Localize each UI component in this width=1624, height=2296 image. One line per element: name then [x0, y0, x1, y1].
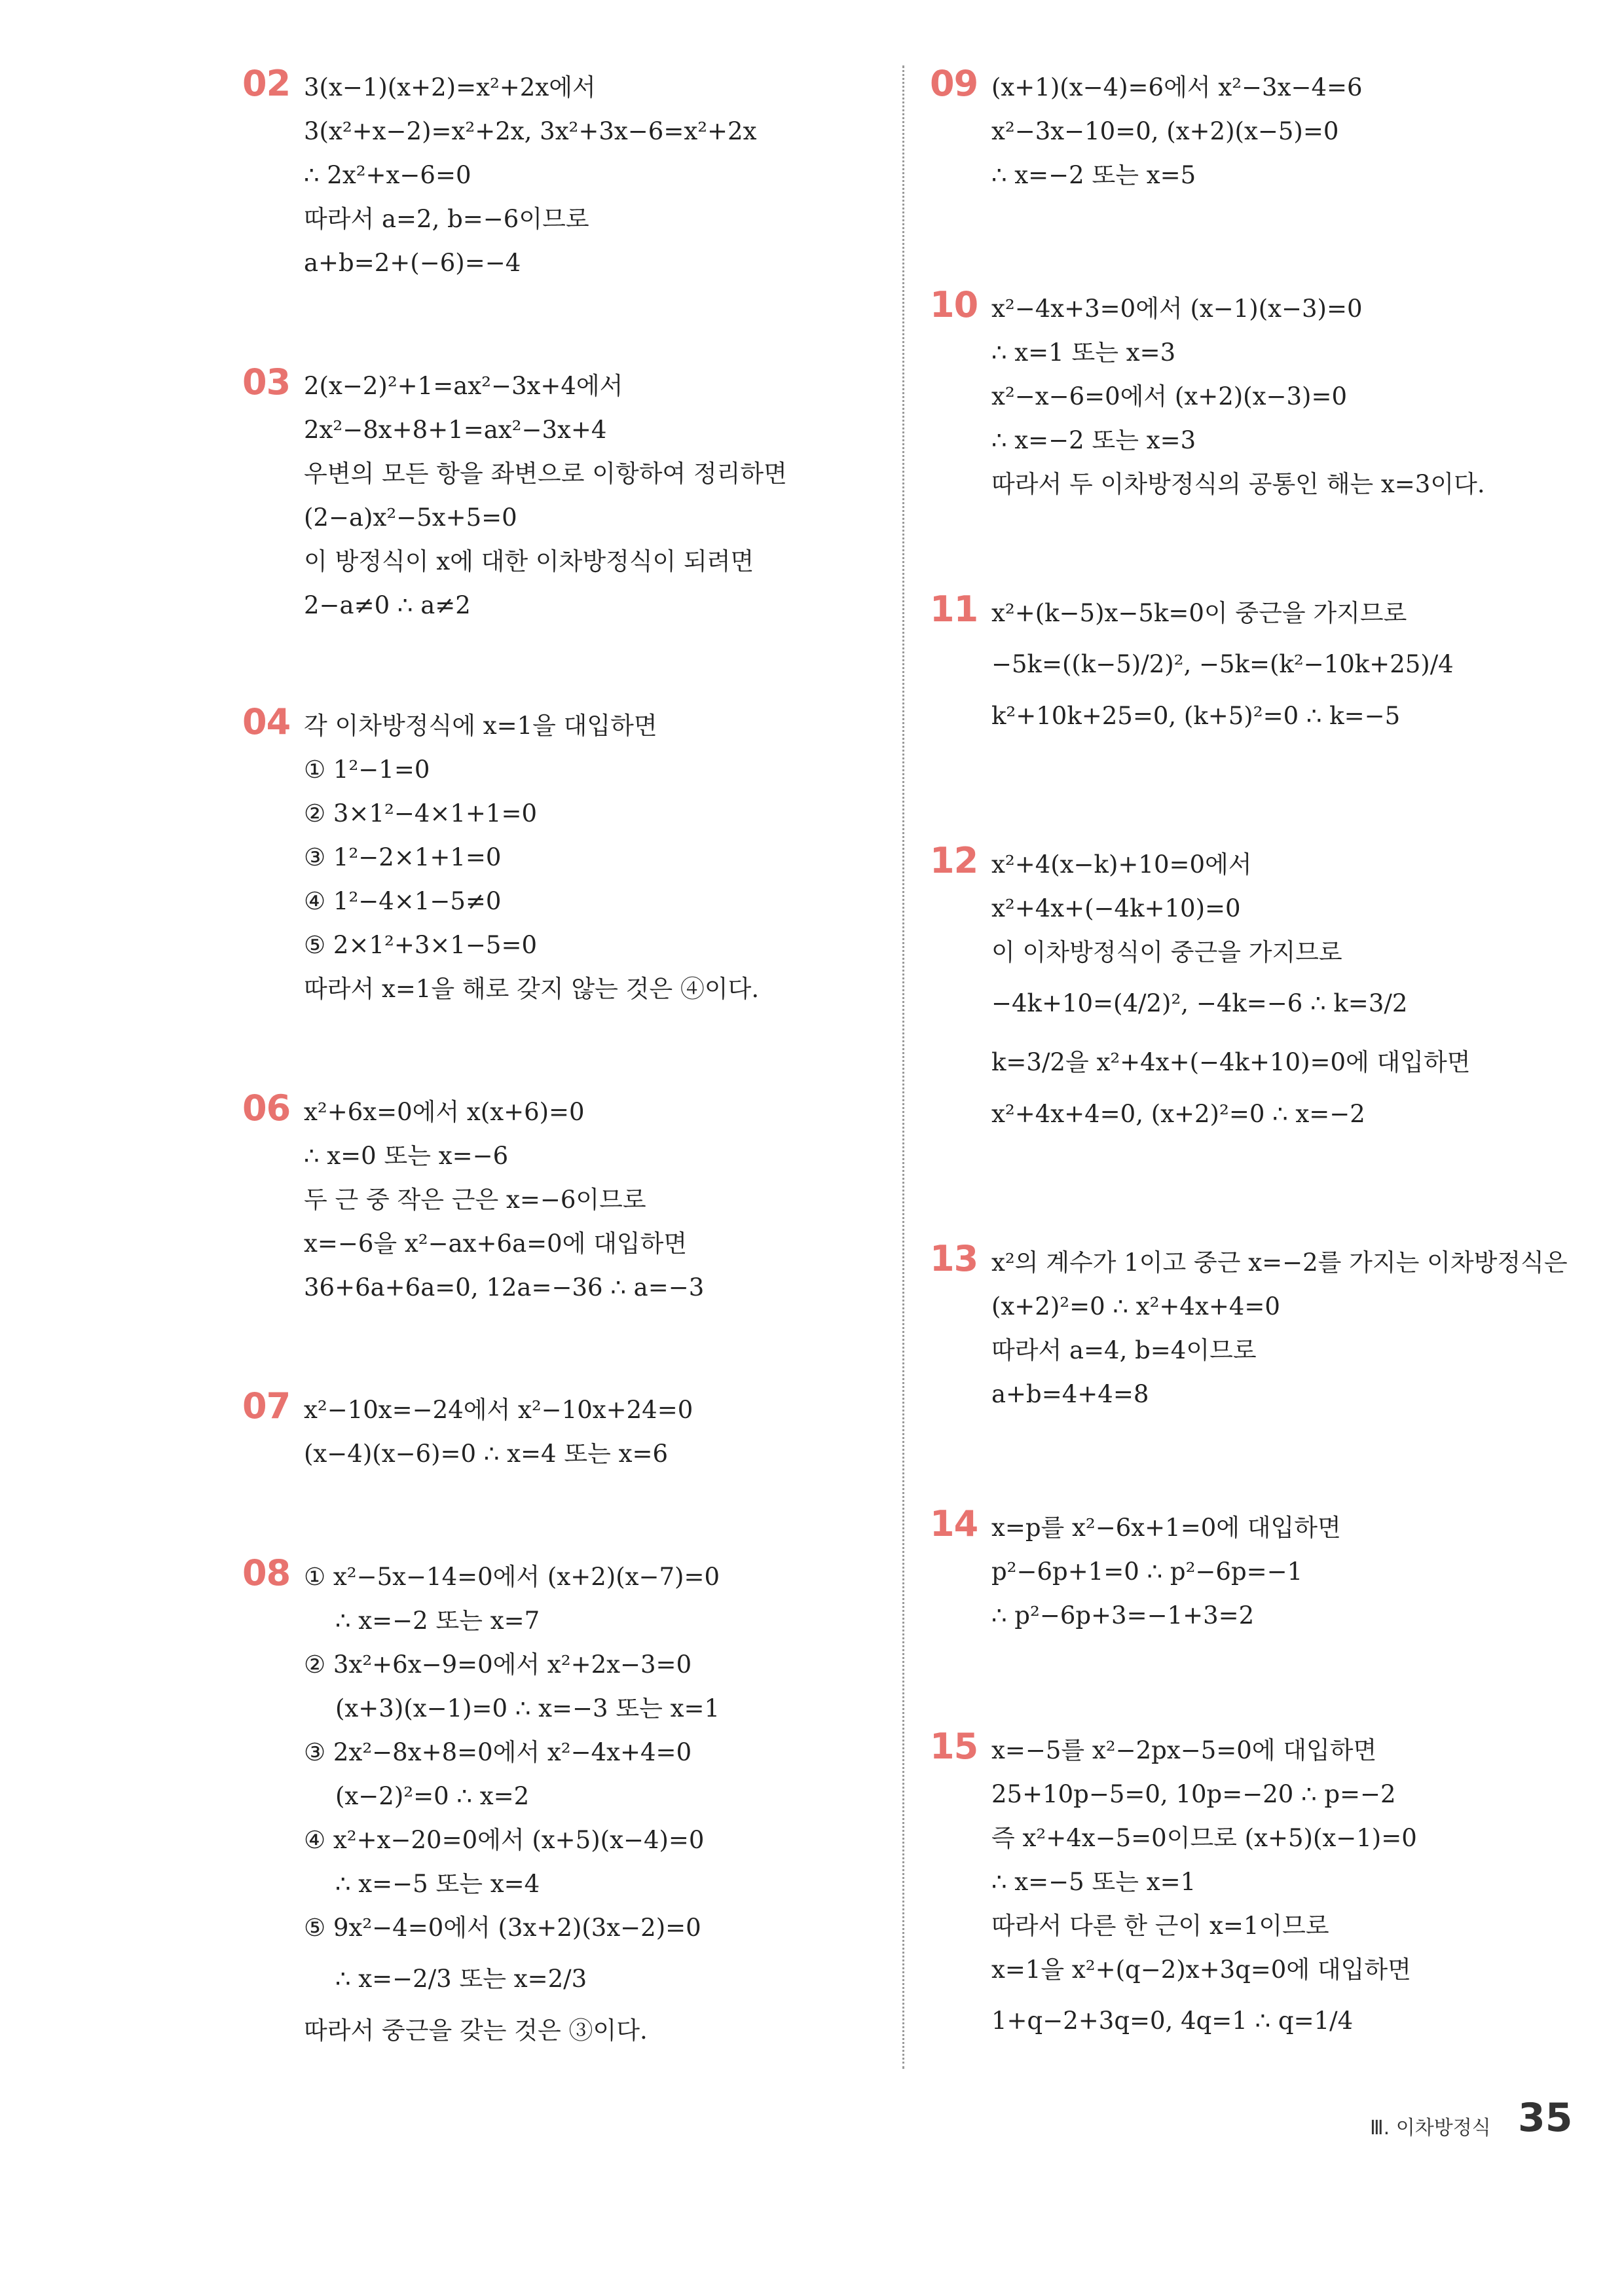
solution-lines — [304, 704, 759, 1011]
solution-line: ∴ x=−2 또는 x=7 — [335, 1607, 540, 1635]
problem-number: 14 — [930, 1503, 978, 1544]
problem-number: 09 — [930, 63, 978, 104]
solution-line: a+b=4+4=8 — [991, 1380, 1149, 1408]
solution-line: ③ 2x²−8x+8=0에서 x²−4x+4=0 — [304, 1738, 692, 1766]
solution-line: k²+10k+25=0, (k+5)²=0 ∴ k=−5 — [991, 702, 1401, 730]
problem-number: 07 — [242, 1385, 291, 1427]
problem-number: 13 — [930, 1238, 978, 1279]
solution-line: 따라서 a=2, b=−6이므로 — [304, 205, 589, 233]
solution-line: ② 3×1²−4×1+1=0 — [304, 799, 538, 828]
solution-line: (x+2)²=0 ∴ x²+4x+4=0 — [991, 1292, 1280, 1321]
solution-line: ∴ x=−2 또는 x=5 — [991, 161, 1196, 189]
solution-lines — [991, 65, 1363, 197]
solution-line: ⑤ 9x²−4=0에서 (3x+2)(3x−2)=0 — [304, 1914, 701, 1942]
solution-line: k=3/2을 x²+4x+(−4k+10)=0에 대입하면 — [991, 1048, 1471, 1076]
solution-line: ② 3x²+6x−9=0에서 x²+2x−3=0 — [304, 1650, 692, 1679]
solution-line: a+b=2+(−6)=−4 — [304, 249, 521, 277]
solution-line: −4k+10=(4/2)², −4k=−6 ∴ k=3/2 — [991, 989, 1408, 1017]
solution-line: 2(x−2)²+1=ax²−3x+4에서 — [304, 372, 623, 400]
solution-line: 2x²−8x+8+1=ax²−3x+4 — [304, 416, 607, 444]
solution-line: 3(x−1)(x+2)=x²+2x에서 — [304, 73, 596, 101]
solution-line: ① x²−5x−14=0에서 (x+2)(x−7)=0 — [304, 1563, 720, 1591]
solution-line: x²−x−6=0에서 (x+2)(x−3)=0 — [991, 382, 1347, 410]
problem-number: 02 — [242, 63, 291, 104]
solution-line: ∴ x=−5 또는 x=1 — [991, 1868, 1196, 1896]
solution-line: ∴ x=1 또는 x=3 — [991, 338, 1176, 367]
solution-line: x²−3x−10=0, (x+2)(x−5)=0 — [991, 117, 1339, 145]
solution-line: 36+6a+6a=0, 12a=−36 ∴ a=−3 — [304, 1273, 705, 1302]
solution-line: 따라서 다른 한 근이 x=1이므로 — [991, 1912, 1329, 1940]
solution-line: 두 근 중 작은 근은 x=−6이므로 — [304, 1186, 646, 1214]
problem-number: 10 — [930, 284, 978, 325]
solution-line: 각 이차방정식에 x=1을 대입하면 — [304, 712, 657, 740]
solution-line: ④ 1²−4×1−5≠0 — [304, 887, 502, 915]
problem-number: 15 — [930, 1726, 978, 1767]
solution-lines — [991, 591, 1454, 738]
solution-line: x²−4x+3=0에서 (x−1)(x−3)=0 — [991, 295, 1363, 323]
solution-line: ⑤ 2×1²+3×1−5=0 — [304, 931, 538, 959]
solution-lines — [304, 65, 756, 285]
solution-line: x²+4x+4=0, (x+2)²=0 ∴ x=−2 — [991, 1100, 1365, 1128]
solution-line: (2−a)x²−5x+5=0 — [304, 503, 517, 532]
solution-line: ∴ x=−2 또는 x=3 — [991, 426, 1196, 454]
solution-lines — [304, 1388, 693, 1476]
solution-line: x=1을 x²+(q−2)x+3q=0에 대입하면 — [991, 1956, 1411, 1984]
solution-lines — [991, 843, 1471, 1136]
solution-line: ∴ x=0 또는 x=−6 — [304, 1142, 509, 1170]
solution-line: x=p를 x²−6x+1=0에 대입하면 — [991, 1514, 1341, 1542]
problem-number: 12 — [930, 840, 978, 881]
solution-line: p²−6p+1=0 ∴ p²−6p=−1 — [991, 1558, 1303, 1586]
solution-line: ① 1²−1=0 — [304, 756, 430, 784]
solution-line: 3(x²+x−2)=x²+2x, 3x²+3x−6=x²+2x — [304, 117, 757, 145]
solution-line: x²−10x=−24에서 x²−10x+24=0 — [304, 1396, 693, 1424]
solution-line: x²+(k−5)x−5k=0이 중근을 가지므로 — [991, 599, 1407, 627]
solution-line: 따라서 a=4, b=4이므로 — [991, 1336, 1257, 1364]
solution-line: 우변의 모든 항을 좌변으로 이항하여 정리하면 — [304, 460, 787, 488]
solution-line: ③ 1²−2×1+1=0 — [304, 843, 502, 871]
section-label: Ⅲ. 이차방정식 — [1370, 2117, 1491, 2140]
solution-line: 2−a≠0 ∴ a≠2 — [304, 591, 471, 619]
solution-line: −5k=((k−5)/2)², −5k=(k²−10k+25)/4 — [991, 650, 1454, 678]
column-divider — [902, 65, 904, 2069]
solution-lines — [991, 1506, 1341, 1637]
solution-line: ∴ p²−6p+3=−1+3=2 — [991, 1601, 1255, 1630]
solution-line: x²+4x+(−4k+10)=0 — [991, 894, 1241, 922]
solution-line: 이 방정식이 x에 대한 이차방정식이 되려면 — [304, 547, 754, 575]
solution-line: 25+10p−5=0, 10p=−20 ∴ p=−2 — [991, 1780, 1396, 1808]
solution-line: ④ x²+x−20=0에서 (x+5)(x−4)=0 — [304, 1826, 705, 1854]
solution-line: ∴ x=−2/3 또는 x=2/3 — [335, 1965, 587, 1993]
problem-number: 11 — [930, 589, 978, 630]
solution-lines — [304, 364, 787, 627]
solution-lines — [304, 1555, 720, 2052]
solution-line: x=−5를 x²−2px−5=0에 대입하면 — [991, 1736, 1377, 1764]
solution-line: ∴ 2x²+x−6=0 — [304, 161, 471, 189]
solution-lines — [991, 1728, 1417, 2050]
page-number: 35 — [1518, 2095, 1573, 2141]
solution-line: 1+q−2+3q=0, 4q=1 ∴ q=1/4 — [991, 2007, 1354, 2035]
solution-line: (x+1)(x−4)=6에서 x²−3x−4=6 — [991, 73, 1363, 101]
problem-number: 08 — [242, 1552, 291, 1594]
problem-number: 06 — [242, 1087, 291, 1129]
solution-line: ∴ x=−5 또는 x=4 — [335, 1870, 540, 1898]
solution-line: 따라서 x=1을 해로 갖지 않는 것은 ④이다. — [304, 975, 760, 1003]
solution-lines — [991, 287, 1485, 506]
solution-lines — [991, 1241, 1568, 1416]
problem-number: 03 — [242, 361, 291, 403]
solution-line: x²의 계수가 1이고 중근 x=−2를 가지는 이차방정식은 — [991, 1248, 1568, 1277]
solution-line: (x+3)(x−1)=0 ∴ x=−3 또는 x=1 — [335, 1694, 720, 1722]
problem-number: 04 — [242, 701, 291, 742]
solution-line: x=−6을 x²−ax+6a=0에 대입하면 — [304, 1230, 688, 1258]
solution-line: x²+6x=0에서 x(x+6)=0 — [304, 1098, 585, 1126]
solution-line: 즉 x²+4x−5=0이므로 (x+5)(x−1)=0 — [991, 1824, 1417, 1852]
solution-line: (x−4)(x−6)=0 ∴ x=4 또는 x=6 — [304, 1440, 668, 1468]
solution-line: 이 이차방정식이 중근을 가지므로 — [991, 938, 1342, 966]
solution-lines — [304, 1090, 704, 1309]
solution-line: x²+4(x−k)+10=0에서 — [991, 850, 1252, 879]
solution-line: (x−2)²=0 ∴ x=2 — [335, 1782, 530, 1810]
solution-line: 따라서 두 이차방정식의 공통인 해는 x=3이다. — [991, 470, 1485, 498]
solution-line: 따라서 중근을 갖는 것은 ③이다. — [304, 2016, 648, 2045]
